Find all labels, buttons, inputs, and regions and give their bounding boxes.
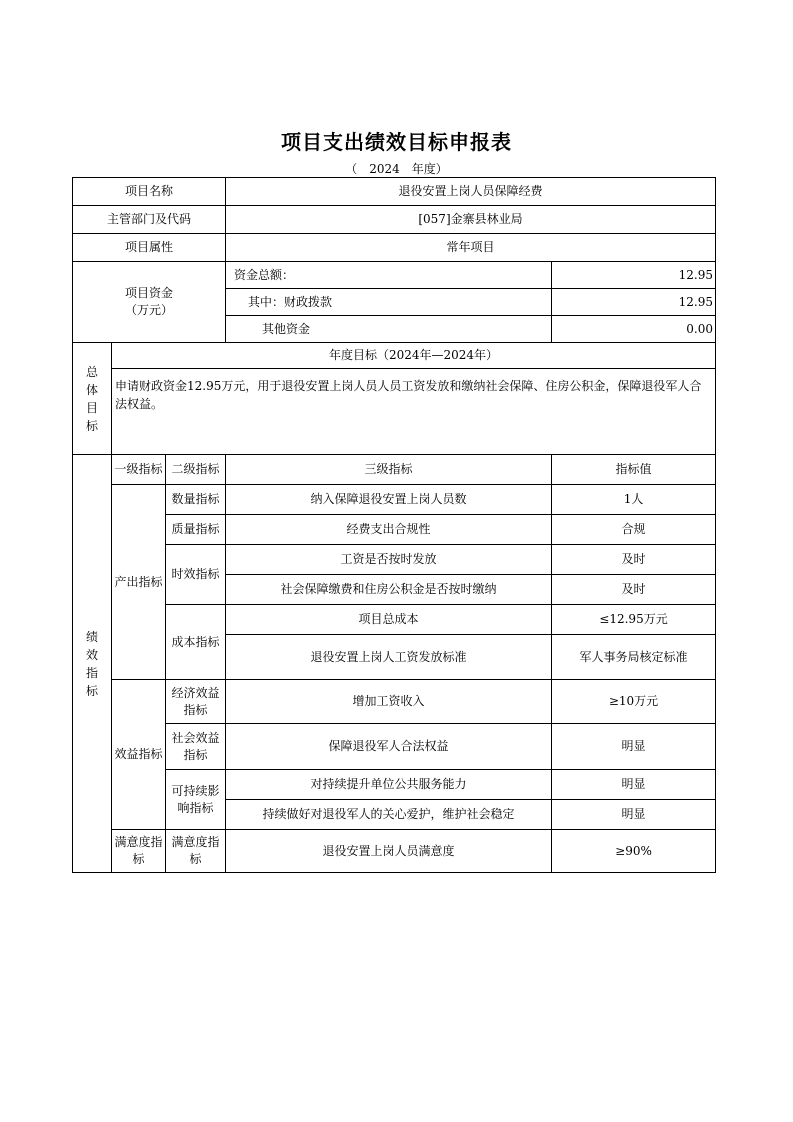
indicator-value: 明显 <box>552 770 716 800</box>
header-level2: 二级指标 <box>166 455 226 485</box>
department-label: 主管部门及代码 <box>73 206 226 234</box>
indicator-value: ≥10万元 <box>552 680 716 724</box>
indicator-item: 退役安置上岗人员满意度 <box>226 830 552 873</box>
funds-total-label: 资金总额： <box>226 262 552 289</box>
project-name-row <box>73 178 716 206</box>
header-level1: 一级指标 <box>112 455 166 485</box>
goal-side-char: 体 <box>85 382 98 397</box>
performance-table <box>72 177 716 873</box>
goal-header-row <box>73 343 716 369</box>
header-level3: 三级指标 <box>226 455 552 485</box>
indicator-item: 保障退役军人合法权益 <box>226 724 552 770</box>
satisfaction-sub-label: 满意度指标 <box>166 830 226 873</box>
indicator-item: 纳入保障退役安置上岗人员数 <box>226 485 552 515</box>
goal-text: 申请财政资金12.95万元，用于退役安置上岗人员人员工资发放和缴纳社会保障、住房公积金，保障退役军人合法权益。 <box>112 369 716 455</box>
indicator-side-label <box>73 455 112 873</box>
project-name-label: 项目名称 <box>73 178 226 206</box>
indicator-row <box>73 605 716 635</box>
goal-side-char: 标 <box>85 418 98 433</box>
goal-side-label <box>73 343 112 455</box>
timeliness-label: 时效指标 <box>166 545 226 605</box>
indicator-side-char: 标 <box>85 683 98 698</box>
funds-label-line1: 项目资金 <box>124 286 173 300</box>
project-name-value: 退役安置上岗人员保障经费 <box>226 178 716 206</box>
indicator-row <box>73 680 716 724</box>
funds-other-label: 其他资金 <box>226 316 552 343</box>
economic-label: 经济效益指标 <box>166 680 226 724</box>
indicator-item: 退役安置上岗人工资发放标准 <box>226 635 552 680</box>
indicator-item: 社会保障缴费和住房公积金是否按时缴纳 <box>226 575 552 605</box>
indicator-value: 明显 <box>552 800 716 830</box>
department-row <box>73 206 716 234</box>
benefit-label: 效益指标 <box>112 680 166 830</box>
department-value: [057]金寨县林业局 <box>226 206 716 234</box>
indicator-item: 经费支出合规性 <box>226 515 552 545</box>
indicator-side-char: 绩 <box>85 629 98 644</box>
goal-side-char: 总 <box>85 364 98 379</box>
funds-total-value: 12.95 <box>552 262 716 289</box>
social-label: 社会效益指标 <box>166 724 226 770</box>
indicator-value: 及时 <box>552 545 716 575</box>
indicator-side-char: 效 <box>85 647 98 662</box>
funds-label <box>73 262 226 343</box>
quality-label: 质量指标 <box>166 515 226 545</box>
indicator-value: 军人事务局核定标准 <box>552 635 716 680</box>
page-title: 项目支出绩效目标申报表 <box>281 130 512 154</box>
indicator-item: 项目总成本 <box>226 605 552 635</box>
project-attr-label: 项目属性 <box>73 234 226 262</box>
indicator-row <box>73 770 716 800</box>
indicator-header-row <box>73 455 716 485</box>
indicator-value: ≤12.95万元 <box>552 605 716 635</box>
indicator-row <box>73 515 716 545</box>
indicator-value: ≥90% <box>552 830 716 873</box>
indicator-item: 对持续提升单位公共服务能力 <box>226 770 552 800</box>
funds-label-line2: （万元） <box>124 303 173 317</box>
indicator-value: 及时 <box>552 575 716 605</box>
indicator-row <box>73 545 716 575</box>
funds-total-row <box>73 262 716 289</box>
indicator-item: 增加工资收入 <box>226 680 552 724</box>
funds-fiscal-value: 12.95 <box>552 289 716 316</box>
header-value: 指标值 <box>552 455 716 485</box>
indicator-row <box>73 485 716 515</box>
indicator-value: 合规 <box>552 515 716 545</box>
indicator-row <box>73 830 716 873</box>
indicator-item: 工资是否按时发放 <box>226 545 552 575</box>
sustainable-label: 可持续影响指标 <box>166 770 226 830</box>
funds-other-value: 0.00 <box>552 316 716 343</box>
quantity-label: 数量指标 <box>166 485 226 515</box>
satisfaction-label: 满意度指标 <box>112 830 166 873</box>
cost-label: 成本指标 <box>166 605 226 680</box>
project-attr-value: 常年项目 <box>226 234 716 262</box>
goal-side-char: 目 <box>85 400 98 415</box>
indicator-row <box>73 724 716 770</box>
funds-fiscal-label: 其中：财政拨款 <box>226 289 552 316</box>
project-attr-row <box>73 234 716 262</box>
year-line: （ 2024 年度） <box>345 162 448 176</box>
indicator-value: 1人 <box>552 485 716 515</box>
output-label: 产出指标 <box>112 485 166 680</box>
indicator-value: 明显 <box>552 724 716 770</box>
indicator-item: 持续做好对退役军人的关心爱护，维护社会稳定 <box>226 800 552 830</box>
goal-header: 年度目标（2024年—2024年） <box>112 343 716 369</box>
indicator-side-char: 指 <box>85 665 98 680</box>
goal-text-row <box>73 369 716 455</box>
